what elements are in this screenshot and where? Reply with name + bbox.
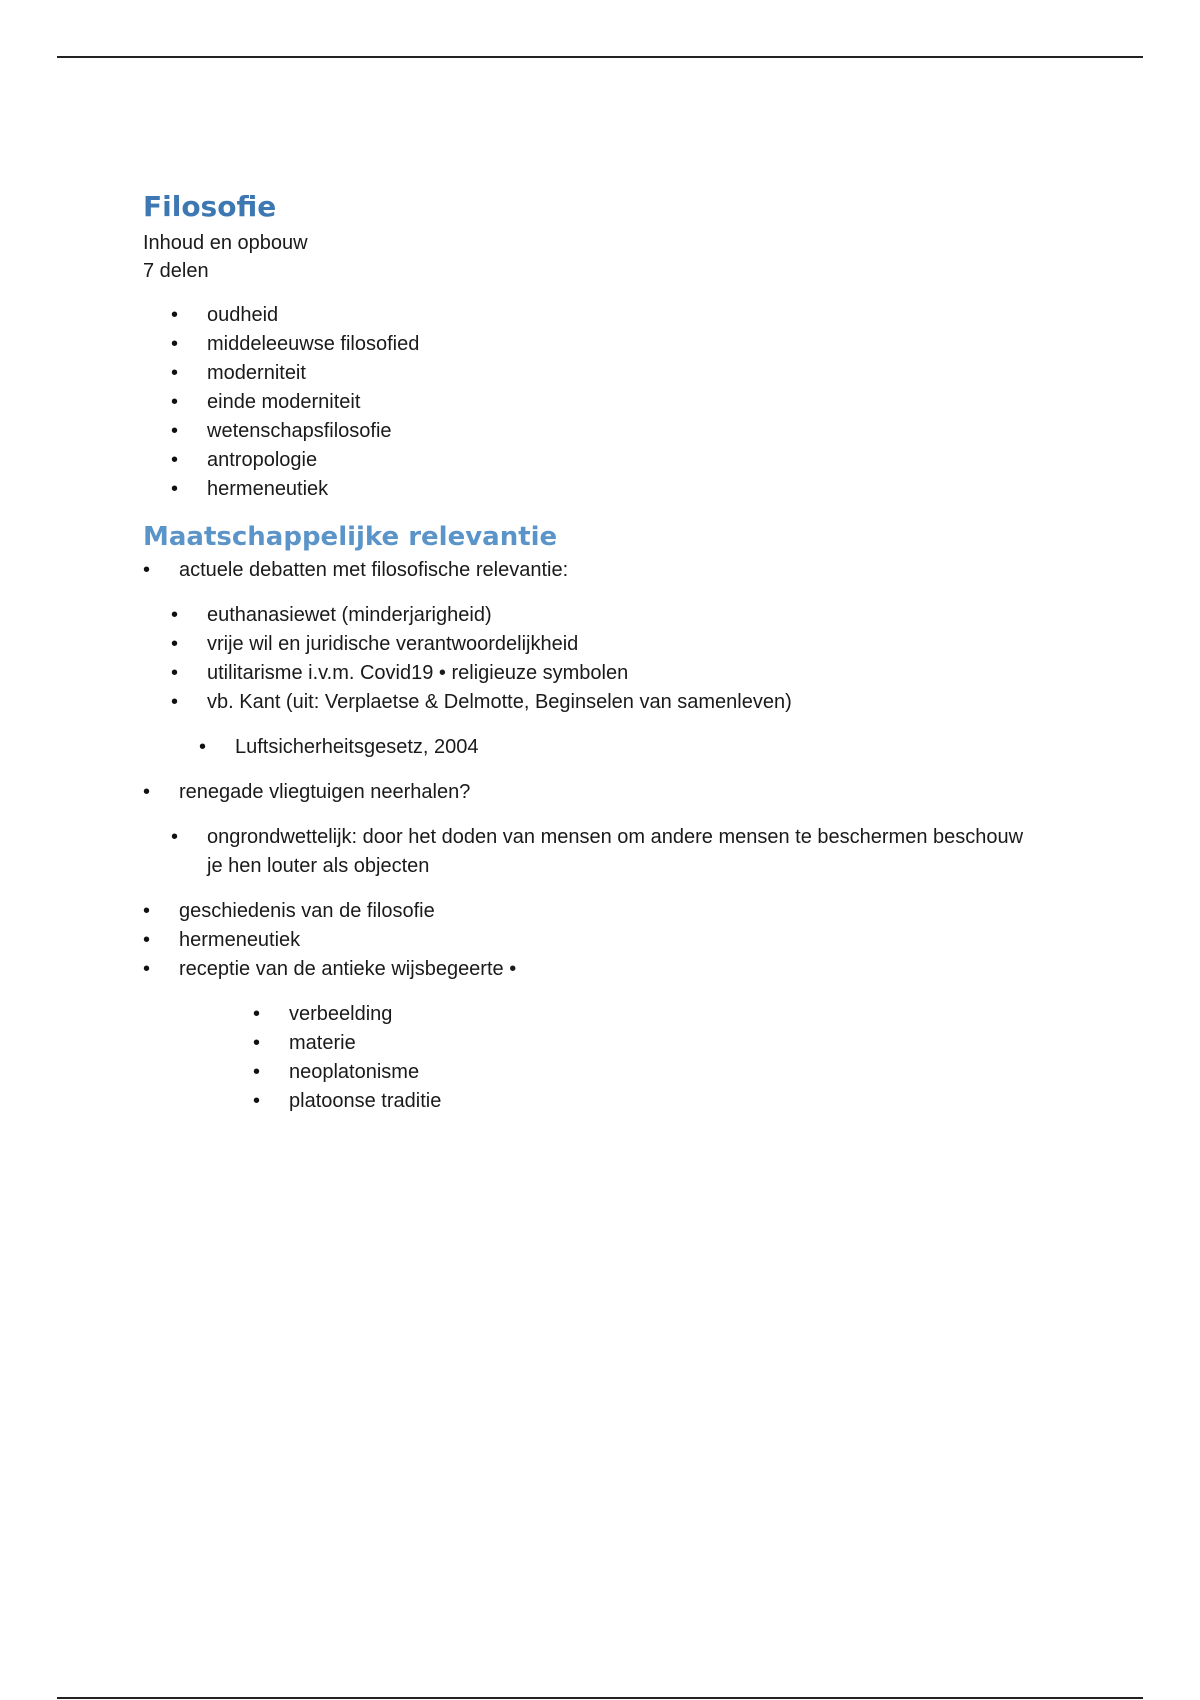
page-title: Filosofie bbox=[143, 190, 277, 223]
list-item: • euthanasiewet (minderjarigheid) bbox=[143, 601, 1073, 630]
list-item: • antropologie bbox=[143, 446, 1073, 475]
list-item: • receptie van de antieke wijsbegeerte • bbox=[143, 955, 1073, 984]
kant-sub-list bbox=[143, 733, 1073, 762]
list-item: • vrije wil en juridische verantwoordelijkheid bbox=[143, 630, 1073, 659]
debates-list bbox=[143, 601, 1073, 717]
list-item: • hermeneutiek bbox=[143, 475, 1073, 504]
list-item: • platoonse traditie bbox=[143, 1087, 1073, 1116]
section-heading: Maatschappelijke relevantie bbox=[143, 522, 558, 552]
renegade-sub-list bbox=[143, 823, 1073, 881]
list-item: • verbeelding bbox=[143, 1000, 1073, 1029]
list-item: • hermeneutiek bbox=[143, 926, 1073, 955]
footer-rule bbox=[57, 1697, 1143, 1699]
list-item: • materie bbox=[143, 1029, 1073, 1058]
list-item: • wetenschapsfilosofie bbox=[143, 417, 1073, 446]
list-item: • neoplatonisme bbox=[143, 1058, 1073, 1087]
list-item: • renegade vliegtuigen neerhalen? bbox=[143, 778, 1073, 807]
list-item: • Luftsicherheitsgesetz, 2004 bbox=[143, 733, 1073, 762]
intro-line-2: 7 delen bbox=[143, 260, 209, 282]
reception-list bbox=[143, 1000, 1073, 1116]
debates-intro-list bbox=[143, 556, 1073, 585]
list-item: • middeleeuwse filosofied bbox=[143, 330, 1073, 359]
list-item: • ongrondwettelijk: door het doden van mensen om andere mensen te beschermen beschouw je hen louter als objecten bbox=[143, 823, 1027, 881]
parts-list bbox=[143, 301, 1073, 504]
list-item: • einde moderniteit bbox=[143, 388, 1073, 417]
header-rule bbox=[57, 56, 1143, 58]
list-item: • moderniteit bbox=[143, 359, 1073, 388]
topics-list bbox=[143, 897, 1073, 984]
list-item: • vb. Kant (uit: Verplaetse & Delmotte, Beginselen van samenleven) bbox=[143, 688, 1073, 717]
list-item: • actuele debatten met filosofische relevantie: bbox=[143, 556, 1073, 585]
intro-line-1: Inhoud en opbouw bbox=[143, 232, 308, 254]
list-item: • oudheid bbox=[143, 301, 1073, 330]
list-item: • geschiedenis van de filosofie bbox=[143, 897, 1073, 926]
renegade-list bbox=[143, 778, 1073, 807]
document-body bbox=[143, 185, 1073, 1116]
list-item: • utilitarisme i.v.m. Covid19 • religieuze symbolen bbox=[143, 659, 1073, 688]
